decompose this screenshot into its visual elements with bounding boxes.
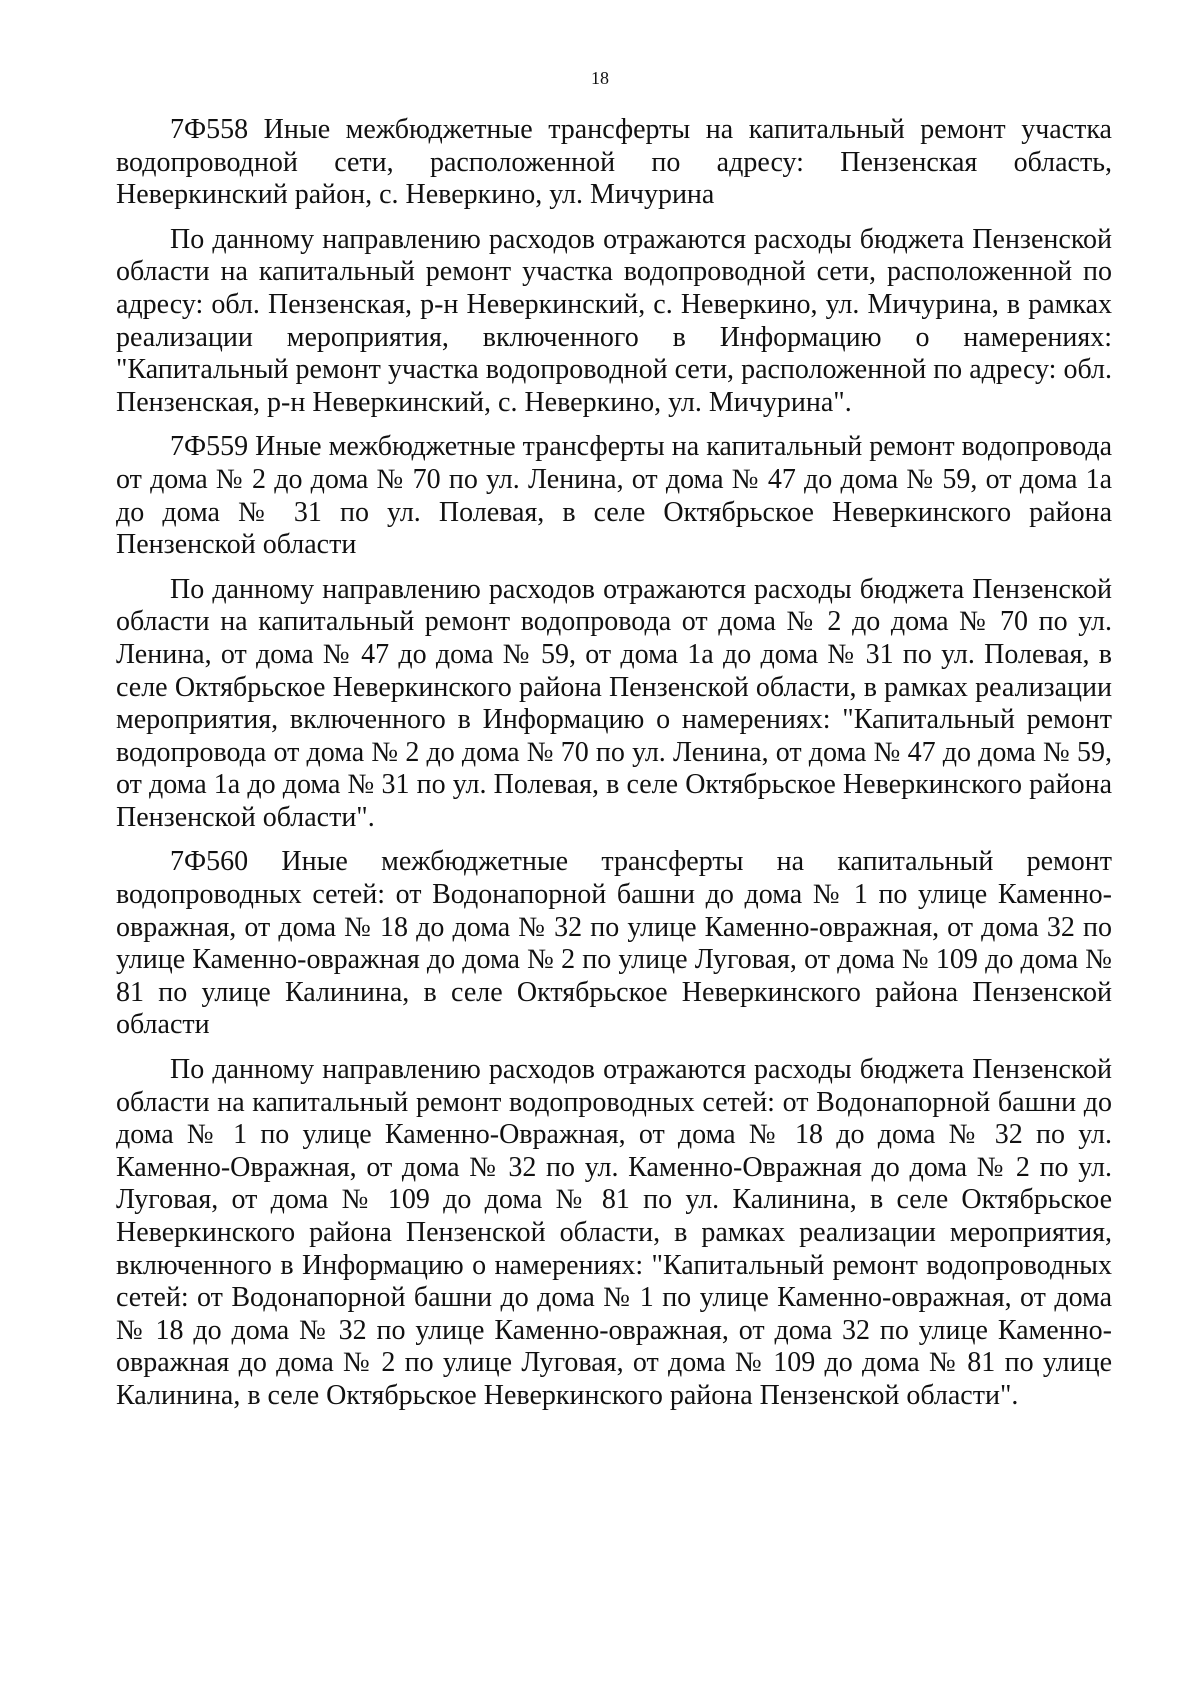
section-heading-7f559: 7Ф559 Иные межбюджетные трансферты на капитальный ремонт водопровода от дома № 2 до дома № 70 по ул. Ленина, от дома № 47 до дома № 59, от дома 1а до дома № 31 по ул. Полевая, в селе Октябрьское Неверкинского района Пензенской области: [116, 431, 1112, 561]
page-number: 18: [591, 68, 609, 88]
section-body-7f558: По данному направлению расходов отражаются расходы бюджета Пензенской области на капитальный ремонт участка водопроводной сети, расположенной по адресу: обл. Пензенская, р-н Неверкинский, с. Неверкино, ул. Мичурина, в рамках реализации мероприятия, включенного в Информацию о намерениях: "Капитальный ремонт участка водопроводной сети, расположенной по адресу: обл. Пензенская, р-н Неверкинский, с. Неверкино, ул. Мичурина".: [116, 223, 1112, 418]
section-heading-7f558: 7Ф558 Иные межбюджетные трансферты на капитальный ремонт участка водопроводной сети, расположенной по адресу: Пензенская область, Неверкинский район, с. Неверкино, ул. Мичурина: [116, 114, 1112, 211]
section-body-7f560: По данному направлению расходов отражаются расходы бюджета Пензенской области на капитальный ремонт водопроводных сетей: от Водонапорной башни до дома № 1 по улице Каменно-Овражная, от дома № 18 до дома № 32 по ул. Каменно-Овражная, от дома № 32 по ул. Каменно-Овражная до дома № 2 по ул. Луговая, от дома № 109 до дома № 81 по ул. Калинина, в селе Октябрьское Неверкинского района Пензенской области, в рамках реализации мероприятия, включенного в Информацию о намерениях: "Капитальный ремонт водопроводных сетей: от Водонапорной башни до дома № 1 по улице Каменно-овражная, от дома № 18 до дома № 32 по улице Каменно-овражная, от дома 32 по улице Каменно-овражная до дома № 2 по улице Луговая, от дома № 109 до дома № 81 по улице Калинина, в селе Октябрьское Неверкинского района Пензенской области".: [116, 1054, 1112, 1411]
section-body-7f559: По данному направлению расходов отражаются расходы бюджета Пензенской области на капитальный ремонт водопровода от дома № 2 до дома № 70 по ул. Ленина, от дома № 47 до дома № 59, от дома 1а до дома № 31 по ул. Полевая, в селе Октябрьское Неверкинского района Пензенской области, в рамках реализации мероприятия, включенного в Информацию о намерениях: "Капитальный ремонт водопровода от дома № 2 до дома № 70 по ул. Ленина, от дома № 47 до дома № 59, от дома 1а до дома № 31 по ул. Полевая, в селе Октябрьское Неверкинского района Пензенской области".: [116, 573, 1112, 833]
document-body: [116, 114, 1112, 1413]
section-heading-7f560: 7Ф560 Иные межбюджетные трансферты на капитальный ремонт водопроводных сетей: от Водонапорной башни до дома № 1 по улице Каменно-овражная, от дома № 18 до дома № 32 по улице Каменно-овражная, от дома 32 по улице Каменно-овражная до дома № 2 по улице Луговая, от дома № 109 до дома № 81 по улице Калинина, в селе Октябрьское Неверкинского района Пензенской области: [116, 846, 1112, 1041]
